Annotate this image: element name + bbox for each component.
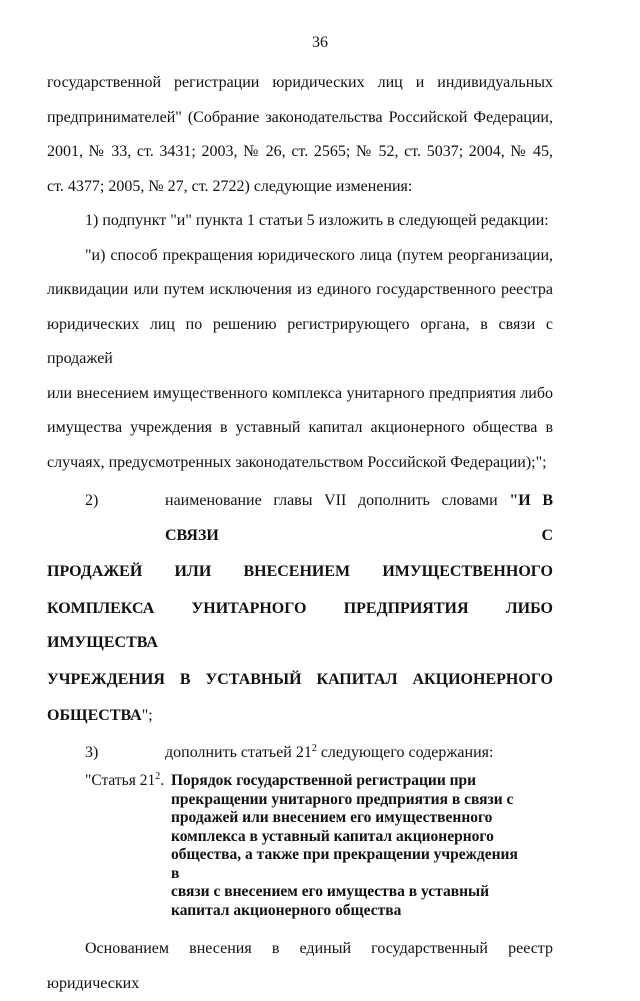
item-2-bold-line-4: УЧРЕЖДЕНИЯ В УСТАВНЫЙ КАПИТАЛ АКЦИОНЕРНОГО: [47, 670, 553, 688]
article-title-line: продажей или внесением его имущественного: [171, 809, 493, 826]
item-2: [47, 484, 553, 553]
article-title-line: связи с внесением его имущества в уставный: [171, 883, 490, 900]
item-2-number: 2): [85, 492, 99, 509]
item-3: [47, 736, 553, 771]
item-3-number: 3): [85, 743, 99, 761]
quote-line-6: случаях, предусмотренных законодательством Российской Федерации);";: [47, 453, 547, 471]
item-3-text-after: следующего содержания:: [316, 743, 494, 761]
article-label-superscript: 2: [155, 771, 161, 782]
item-3-text-line: [165, 736, 553, 771]
item-2-tail: ";: [141, 707, 153, 724]
item-2-bold-start: "И В СВЯЗИ С: [165, 492, 553, 544]
article-title-line: Порядок государственной регистрации при: [171, 772, 477, 789]
item-3-text: дополнить статьей 21: [165, 743, 312, 761]
item-2-text-line: [165, 484, 553, 553]
article-title: [171, 772, 527, 920]
item-1: 1) подпункт "и" пункта 1 статьи 5 изложить в следующей редакции:: [85, 212, 549, 229]
article-label-text: "Статья 21: [85, 772, 156, 789]
item-2-bold-end: ОБЩЕСТВА: [47, 707, 142, 724]
quote-line-2: ликвидации или путем исключения из единого государственного реестра: [47, 281, 553, 298]
basis-paragraph: Основанием внесения в единый государственный реестр юридических: [47, 940, 553, 992]
intro-line-1: государственной регистрации юридических лиц и индивидуальных: [47, 74, 553, 91]
quote-line-4: или внесением имущественного комплекса унитарного предприятия либо: [47, 384, 553, 402]
quote-line-3: юридических лиц по решению регистрирующего органа, в связи с продажей: [47, 315, 553, 367]
intro-line-3: 2001, № 33, ст. 3431; 2003, № 26, ст. 2565; № 52, ст. 5037; 2004, № 45,: [47, 143, 553, 160]
article-label: [85, 772, 171, 920]
article-heading: [47, 772, 553, 920]
intro-line-4: ст. 4377; 2005, № 27, ст. 2722) следующие изменения:: [47, 177, 413, 195]
document-body: [47, 66, 553, 1001]
page-number: 36: [312, 34, 328, 51]
article-label-dot: .: [160, 772, 165, 789]
article-title-line: прекращении унитарного предприятия в связи с: [171, 790, 514, 808]
intro-line-2: предпринимателей" (Собрание законодательства Российской Федерации,: [47, 108, 553, 126]
item-2-bold-line-2: ПРОДАЖЕЙ ИЛИ ВНЕСЕНИЕМ ИМУЩЕСТВЕННОГО: [47, 563, 553, 580]
quote-line-5: имущества учреждения в уставный капитал акционерного общества в: [47, 419, 553, 436]
article-title-line: комплекса в уставный капитал акционерного: [171, 827, 494, 845]
article-title-line: общества, а также при прекращении учреждения в: [171, 846, 518, 882]
item-2-bold-line-3: КОМПЛЕКСА УНИТАРНОГО ПРЕДПРИЯТИЯ ЛИБО ИМУЩЕСТВА: [47, 599, 553, 651]
item-2-bold-line-5: [47, 699, 553, 734]
item-3-superscript: 2: [311, 742, 317, 754]
item-2-text: наименование главы VII дополнить словами: [165, 492, 510, 509]
article-title-line: капитал акционерного общества: [171, 901, 402, 919]
quote-line-1: "и) способ прекращения юридического лица (путем реорганизации,: [85, 246, 553, 264]
